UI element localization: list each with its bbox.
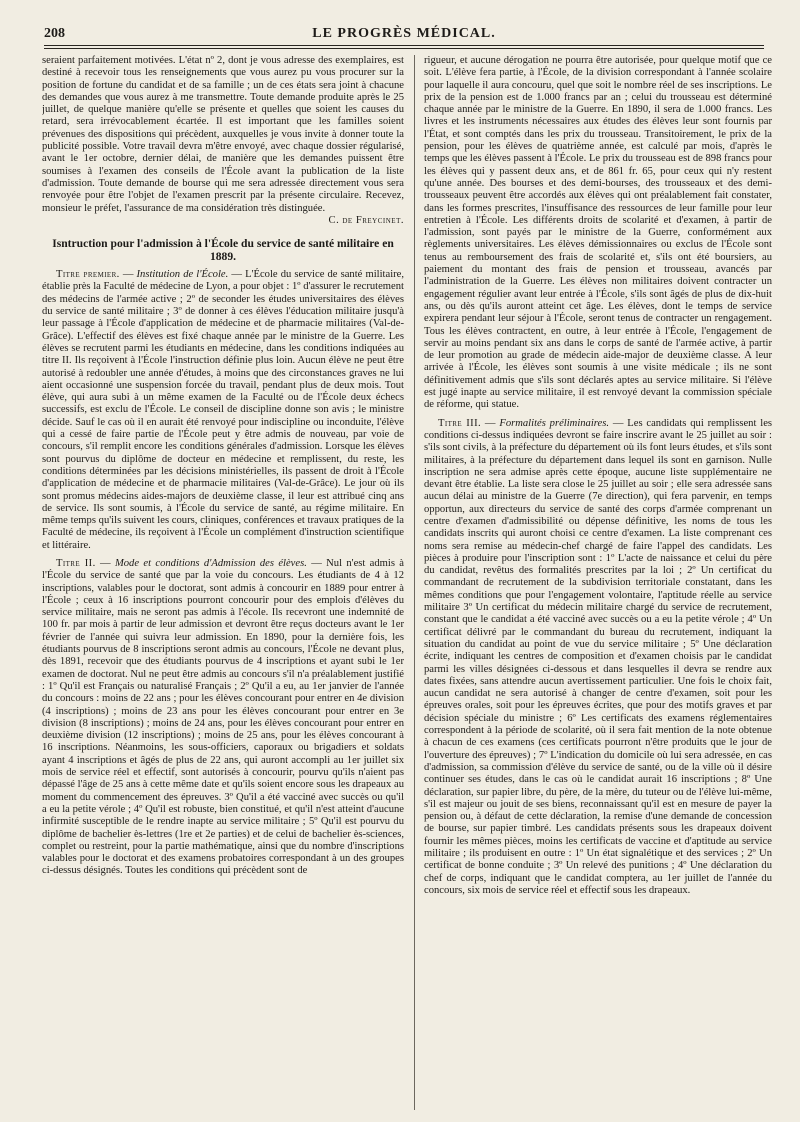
title-one-paragraph: Titre premier. — Institution de l'École. — L'École du service de santé militaire, établie près la Faculté de médecine de Lyon, a pour objet : 1º d'assurer le recrutement des médecins de l'armée active ; 2º de seconder les études universitaires des élèves du service de santé militaire ; 3º de donner à ces élèves l'éducation militaire jusqu'à leur passage à l'École d'application de médecine et de pharmacie militaires (Val-de-Grâce). L'effectif des élèves est fixé chaque année par le ministre de la Guerre. Les élèves se recrutent parmi les étudiants en médecine, dans les conditions indiquées au titre II. Ils reçoivent à l'École l'instruction définie plus loin. Aucun élève ne peut être autorisé à redoubler une année d'études, à moins que des circonstances graves ne lui aient occasionné une suspension forcée du travail, pendant plus de deux mois. Tout élève, qui aura subi à un même examen de la Faculté ou de l'École deux échecs successifs, est exclu de l'École. Le conseil de discipline donne son avis ; le ministre décide. Sauf le cas où il en aurait été renvoyé pour indiscipline ou inconduite, l'élève qui a cessé de faire partie de l'École peut y être admis de nouveau, par voie de concours, s'il remplit encore les conditions générales d'admission. Lorsque les élèves sont pourvus du diplôme de docteur en médecine et remplissent, du reste, les conditions déterminées par les décisions ministérielles, ils passent de droit à l'École d'application de médecine et de pharmacie militaires (Val-de-Grâce). Le jour où ils sont promus médecins aides-majors de deuxième classe, il leur est attribué cinq ans de service. Ils sont soumis, à l'École du service de santé, au régime militaire. En même temps qu'ils suivent les cours, cliniques, conférences et travaux pratiques de la Faculté de médecine, ils reçoivent à l'École un complément d'instruction scientifique et littéraire. [42, 269, 404, 551]
title-one-body: L'École du service de santé militaire, établie près la Faculté de médecine de Lyon, a pour objet : 1º d'assurer le recrutement des médecins de l'armée active ; 2º de seconder les études universitaires des élèves du service de santé militaire ; 3º de donner à ces élèves l'éducation militaire jusqu'à leur passage à l'École d'application de médecine et de pharmacie militaires (Val-de-Grâce). L'effectif des élèves est fixé chaque année par le ministre de la Guerre. Les élèves se recrutent parmi les étudiants en médecine, dans les conditions indiquées au titre II. Ils reçoivent à l'École l'instruction définie plus loin. Aucun élève ne peut être autorisé à redoubler une année d'études, à moins que des circonstances graves ne lui aient occasionné une suspension forcée du travail, pendant plus de deux mois. Tout élève, qui aura subi à un même examen de la Faculté ou de l'École deux échecs successifs, est exclu de l'École. Le conseil de discipline donne son avis ; le ministre décide. Sauf le cas où il en aurait été renvoyé pour indiscipline ou inconduite, l'élève qui a cessé de faire partie de l'École peut y être admis de nouveau, par voie de concours, s'il remplit encore les conditions générales d'admission. Lorsque les élèves sont pourvus du diplôme de docteur en médecine et remplissent, du reste, les conditions déterminées par les décisions ministérielles, ils passent de droit à l'École d'application de médecine et de pharmacie militaires (Val-de-Grâce). Le jour où ils sont promus médecins aides-majors de deuxième classe, il leur est attribué cinq ans de service. Ils sont soumis, à l'École du service de santé, au régime militaire. En même temps qu'ils suivent les cours, cliniques, conférences et travaux pratiques de la Faculté de médecine, ils reçoivent à l'École un complément d'instruction scientifique et littéraire. [42, 269, 404, 551]
title-three-heading: Formalités préliminaires. [499, 417, 610, 429]
title-one-label: Titre premier. [56, 269, 120, 281]
header-rule-bottom [44, 48, 764, 49]
page-number: 208 [44, 26, 65, 41]
title-two-label: Titre II. [56, 557, 96, 569]
title-two-paragraph: Titre II. — Mode et conditions d'Admission des élèves. — Nul n'est admis à l'École du service de santé que par la voie du concours. Les étudiants de 4 à 12 inscriptions, valables pour le doctorat, sont admis à concourir en 1889 pour entrer à l'École ; ceux à 16 inscriptions pourront concourir pour des emplois d'élèves du service militaire, mais ne seront pas admis à l'école. Ils recevront une indemnité de 100 fr. par mois à partir de leur admission et devront être reçus docteurs avant le 1er février de l'année qui suivra leur admission. En 1890, pour la dernière fois, les étudiants pourvus de 8 inscriptions seront admis au concours, l'École ne devant plus, dès 1891, recevoir que des étudiants pourvus de 4 inscriptions et ayant subi le 1er examen de doctorat. Nul ne peut être admis au concours s'il n'a préalablement justifié : 1º Qu'il est Français ou naturalisé Français ; 2º Qu'il a eu, au 1er janvier de l'année du concours : moins de 22 ans ; pour les élèves concourant pour entrer en 4e division (4 inscriptions) ; moins de 23 ans pour les élèves concourant pour entrer en 3e division (8 inscriptions) ; moins de 24 ans, pour les élèves concourant pour entrer en deuxième division (12 inscriptions) ; moins de 25 ans, pour les élèves concourant à 16 inscriptions. Néanmoins, les sous-officiers, caporaux ou brigadiers et soldats ayant 4 inscriptions et âgés de plus de 22 ans, qui auront accompli au 1er juillet six mois de service réel et effectif, sont autorisés à concourir, pourvu qu'ils n'aient pas dépassé l'âge de 25 ans à cette même date et qu'ils soient encore sous les drapeaux au moment du commencement des épreuves. 3º Qu'il a été vacciné avec succès ou qu'il a eu la petite vérole ; 4º Qu'il est robuste, bien constitué, et qu'il n'est atteint d'aucune infirmité susceptible de le rendre inapte au service militaire ; 5º Qu'il est pourvu du diplôme de bachelier ès-lettres (1re et 2e parties) et de celui de bachelier ès-sciences, complet ou restreint, pour la partie mathématique, ainsi que du nombre d'inscriptions valables pour le doctorat et des examens probatoires correspondant à un des groupes ci-dessus désignés. Toutes les conditions qui précèdent sont de [42, 557, 404, 877]
left-column [42, 55, 404, 1110]
page-header [44, 26, 764, 42]
title-three-label: Titre III. [438, 417, 482, 429]
title-three-paragraph: Titre III. — Formalités préliminaires. — Les candidats qui remplissent les conditions ci-dessus indiquées devront se faire inscrire avant le 25 juillet au soir : s'ils sont civils, à la préfecture du département où ils font leurs études, et s'ils sont militaires, à la préfecture du département dans lequel ils sont en garnison. Nulle inscription ne sera admise après cette époque, aucune liste supplémentaire ne devant être établie. La liste sera close le 25 juillet au soir ; elle sera adressée sans aucun délai au ministre de la Guerre (7e direction), qui fera parvenir, en temps opportun, aux directeurs du service de santé des corps d'armée comprenant un centre d'examen d'admissibilité ou dépense définitive, les noms de tous les candidats inscrits qui auront choisi ce centre d'examen. La liste comprenant ces noms sera remise au médecin-chef chargé de faire l'appel des candidats. Les pièces à produire pour l'inscription sont : 1º L'acte de naissance et celui du père du candidat, revêtus des formalités prescrites par la loi ; 2º Un certificat du commandant de recrutement de la subdivision territoriale constatant, dans les mêmes conditions que pour l'engagement volontaire, l'aptitude réelle au service militaire 3º Un certificat du médecin militaire chargé du service de recrutement, constant que le candidat a été vacciné avec succès ou a eu la petite vérole ; 4º Un certificat délivré par le commandant du bureau du recrutement, indiquant la situation du candidat au point de vue du service militaire ; 5º Une déclaration écrite, indiquant les centres de composition et d'examen choisis par le candidat parmi les villes désignées ci-dessous et dans lesquelles il devra se rendre aux dates fixées, sans attendre aucun avertissement particulier. Une fois le choix fait, aucun candidat ne sera autorisé à changer de centre d'examen, soit pour les épreuves orales, soit pour les épreuves écrites, que pour des motifs graves et par décision spéciale du ministre ; 6º Les certificats des examens réglementaires correspondent à la période de scolarité, où il sera fait mention de la note obtenue à chacun de ces examens (ces certificats pourront n'être produits que le jour de l'ouverture des épreuves) ; 7º L'indication du domicile où lui sera adressée, en cas d'admission, sa commission d'élève du service de santé, ou de la ville où il désire continuer ses études, dans le cas où le candidat aurait 16 inscriptions ; 8º Une déclaration, sur papier libre, du père, de la mère, du tuteur ou de l'élève lui-même, s'il est majeur ou jouit de ses biens, reconnaissant qu'il est en mesure de payer la pension ou, à défaut de cette déclaration, la remise d'une demande de concession de bourse, sur papier timbré. Les candidats présents sous les drapeaux doivent fournir les mêmes pièces, moins les certificats de vaccine et d'aptitude au service militaire ; ils produisent en outre : 1º Un état signalétique et des services ; 2º Un certificat de bonne conduite ; 3º Un relevé des punitions ; 4º Une déclaration du chef de corps, indiquant que le candidat comptera, au 1er juillet de l'année du concours, six mois de service réel et effectif sous les drapeaux. [424, 417, 772, 896]
header-rule-top [44, 45, 764, 46]
title-three-body: Les candidats qui remplissent les conditions ci-dessus indiquées devront se faire inscrire avant le 25 juillet au soir : s'ils sont civils, à la préfecture du département où ils font leurs études, et s'ils sont militaires, à la préfecture du département dans lequel ils sont en garnison. Nulle inscription ne sera admise après cette époque, aucune liste supplémentaire ne devant être établie. La liste sera close le 25 juillet au soir ; elle sera adressée sans aucun délai au ministre de la Guerre (7e direction), qui fera parvenir, en temps opportun, aux directeurs du service de santé des corps d'armée comprenant un centre d'examen d'admissibilité ou dépense définitive, les noms de tous les candidats inscrits qui auront choisi ce centre d'examen. La liste comprenant ces noms sera remise au médecin-chef chargé de faire l'appel des candidats. Les pièces à produire pour l'inscription sont : 1º L'acte de naissance et celui du père du candidat, revêtus des formalités prescrites par la loi ; 2º Un certificat du commandant de recrutement de la subdivision territoriale constatant, dans les mêmes conditions que pour l'engagement volontaire, l'aptitude réelle au service militaire 3º Un certificat du médecin militaire chargé du service de recrutement, constant que le candidat a été vacciné avec succès ou a eu la petite vérole ; 4º Un certificat délivré par le commandant du bureau du recrutement, indiquant la situation du candidat au point de vue du service militaire ; 5º Une déclaration écrite, indiquant les centres de composition et d'examen choisis par le candidat parmi les villes désignées ci-dessous et dans lesquelles il devra se rendre aux dates fixées, sans attendre aucun avertissement particulier. Une fois le choix fait, aucun candidat ne sera autorisé à changer de centre d'examen, soit pour les épreuves orales, soit pour les épreuves écrites, que pour des motifs graves et par décision spéciale du ministre ; 6º Les certificats des examens réglementaires correspondent à la période de scolarité, où il sera fait mention de la note obtenue à chacun de ces examens (ces certificats pourront n'être produits que le jour de l'ouverture des épreuves) ; 7º L'indication du domicile où lui sera adressée, en cas d'admission, sa commission d'élève du service de santé, ou de la ville où il désire continuer ses études, dans le cas où le candidat aurait 16 inscriptions ; 8º Une déclaration, sur papier libre, du père, de la mère, du tuteur ou de l'élève lui-même, s'il est majeur ou jouit de ses biens, reconnaissant qu'il est en mesure de payer la pension ou, à défaut de cette déclaration, la remise d'une demande de concession de bourse, sur papier timbré. Les candidats présents sous les drapeaux doivent fournir les mêmes pièces, moins les certificats de vaccine et d'aptitude au service militaire ; ils produisent en outre : 1º Un état signalétique et des services ; 2º Un certificat de bonne conduite ; 3º Un relevé des punitions ; 4º Une déclaration du chef de corps, indiquant que le candidat comptera, au 1er juillet de l'année du concours, six mois de service réel et effectif sous les drapeaux. [424, 417, 772, 896]
title-one-heading: Institution de l'École. [136, 269, 229, 281]
title-two-heading: Mode et conditions d'Admission des élèves. [114, 557, 307, 569]
running-title: LE PROGRÈS MÉDICAL. [312, 26, 496, 41]
column-divider [414, 55, 415, 1110]
section-title: Isntruction pour l'admission à l'École du service de santé militaire en 1889. [52, 237, 394, 264]
title-two-body: Nul n'est admis à l'École du service de santé que par la voie du concours. Les étudiants de 4 à 12 inscriptions, valables pour le doctorat, sont admis à concourir en 1889 pour entrer à l'École ; ceux à 16 inscriptions pourront concourir pour des emplois d'élèves du service militaire, mais ne seront pas admis à l'école. Ils recevront une indemnité de 100 fr. par mois à partir de leur admission et devront être reçus docteurs avant le 1er février de l'année qui suivra leur admission. En 1890, pour la dernière fois, les étudiants pourvus de 8 inscriptions seront admis au concours, l'École ne devant plus, dès 1891, recevoir que des étudiants pourvus de 4 inscriptions et ayant subi le 1er examen de doctorat. Nul ne peut être admis au concours s'il n'a préalablement justifié : 1º Qu'il est Français ou naturalisé Français ; 2º Qu'il a eu, au 1er janvier de l'année du concours : moins de 22 ans ; pour les élèves concourant pour entrer en 4e division (4 inscriptions) ; moins de 23 ans pour les élèves concourant pour entrer en 3e division (8 inscriptions) ; moins de 24 ans, pour les élèves concourant pour entrer en deuxième division (12 inscriptions) ; moins de 25 ans, pour les élèves concourant à 16 inscriptions. Néanmoins, les sous-officiers, caporaux ou brigadiers et soldats ayant 4 inscriptions et âgés de plus de 22 ans, qui auront accompli au 1er juillet six mois de service réel et effectif, sont autorisés à concourir, pourvu qu'ils n'aient pas dépassé l'âge de 25 ans à cette même date et qu'ils soient encore sous les drapeaux au moment du commencement des épreuves. 3º Qu'il a été vacciné avec succès ou qu'il a eu la petite vérole ; 4º Qu'il est robuste, bien constitué, et qu'il n'est atteint d'aucune infirmité susceptible de le rendre inapte au service militaire ; 5º Qu'il est pourvu du diplôme de bachelier ès-lettres (1re et 2e parties) et de celui de bachelier ès-sciences, complet ou restreint, pour la partie mathématique, ainsi que du nombre d'inscriptions valables pour le doctorat et des examens probatoires correspondant à un des groupes ci-dessus désignés. Toutes les conditions qui précèdent sont de [42, 557, 404, 877]
signature: C. de Freycinet. [328, 214, 404, 226]
circular-closing-paragraph: seraient parfaitement motivées. L'état nº 2, dont je vous adresse des exemplaires, est destiné à recevoir tous les renseignements que vous aurez pu vous procurer sur la position de fortune du candidat et de sa famille ; un de ces états sera joint à chacune des demandes que vous aurez à me transmettre. Toute demande produite après le 25 juillet, de quelque manière qu'elle se présente et quelles que soient les causes du retard, sera irrévocablement écartée. Il est important que les familles soient prévenues des dispositions qui précèdent, auxquelles je vous invite à donner toute la publicité possible. Votre travail devra m'être envoyé, avec chaque dossier régularisé, avant le 1er octobre, dernier délai, de manière que les demandes puissent être soumises à l'examen des conseils de l'École avant la publication de la liste d'admission. Toute demande de bourse qui me sera adressée directement vous sera renvoyée pour être l'objet de l'examen prescrit par la présente circulaire. Recevez, monsieur le préfet, l'assurance de ma considération très distinguée. [42, 55, 404, 214]
continuation-paragraph: rigueur, et aucune dérogation ne pourra être autorisée, pour quelque motif que ce soit. L'élève fera partie, à l'École, de la division correspondant à l'année scolaire pour laquelle il aura concouru, quel que soit le nombre réel de ses inscriptions. Le prix de la pension est de 1.000 francs par an ; celui du trousseau est déterminé chaque année par le ministre de la Guerre. En 1890, il sera de 1.000 francs. Les livres et les instruments nécessaires aux études des élèves leur sont fournis par l'État, et sont comptés dans les prix du trousseau. Transitoirement, le prix de la pension, pour les élèves de quatrième année, est calculé par mois, d'après le temps que les élèves passent à l'École. Le prix du trousseau est de 898 francs pour les élèves qui y passent deux ans, et de 861 fr. 65, pour ceux qui n'y restent qu'une année. Des bourses et des demi-bourses, des trousseaux et des demi-trousseaux peuvent être accordés aux élèves qui ont préalablement fait constater, dans les formes prescrites, l'insuffisance des ressources de leur famille pour leur entretien à l'École. Les différents droits de scolarité et d'examen, à partir de l'admission, sont payés par le ministre de la Guerre, conformément aux règlements universitaires. Les élèves démissionnaires ou exclus de l'École sont tenus au remboursement des frais de scolarité et, s'ils ont été boursiers, au paiement du montant des frais de pension et trousseau, avancés par l'administration de la Guerre. Les élèves non militaires doivent contracter un engagement régulier avant leur entrée à l'École, s'ils sont âgés de plus de dix-huit ans, ou dès qu'ils auront atteint cet âge. Les élèves, dont le temps de service expirera pendant leur séjour à l'École, seront tenus de contracter un rengagement. Tous les élèves contractent, en outre, à leur entrée à l'École, l'engagement de servir au moins pendant six ans dans le corps de santé de l'armée active, à partir de leur promotion au grade de médecin aide-major de deuxième classe. A leur arrivée à l'École, les élèves sont soumis à une visite médicale ; ils ne sont définitivement admis que s'ils sont déclarés aptes au service militaire. Si l'élève est jugé inapte au service militaire, il est renvoyé devant la commission spéciale de réforme, qui statue. [424, 55, 772, 411]
right-column [424, 55, 772, 1110]
